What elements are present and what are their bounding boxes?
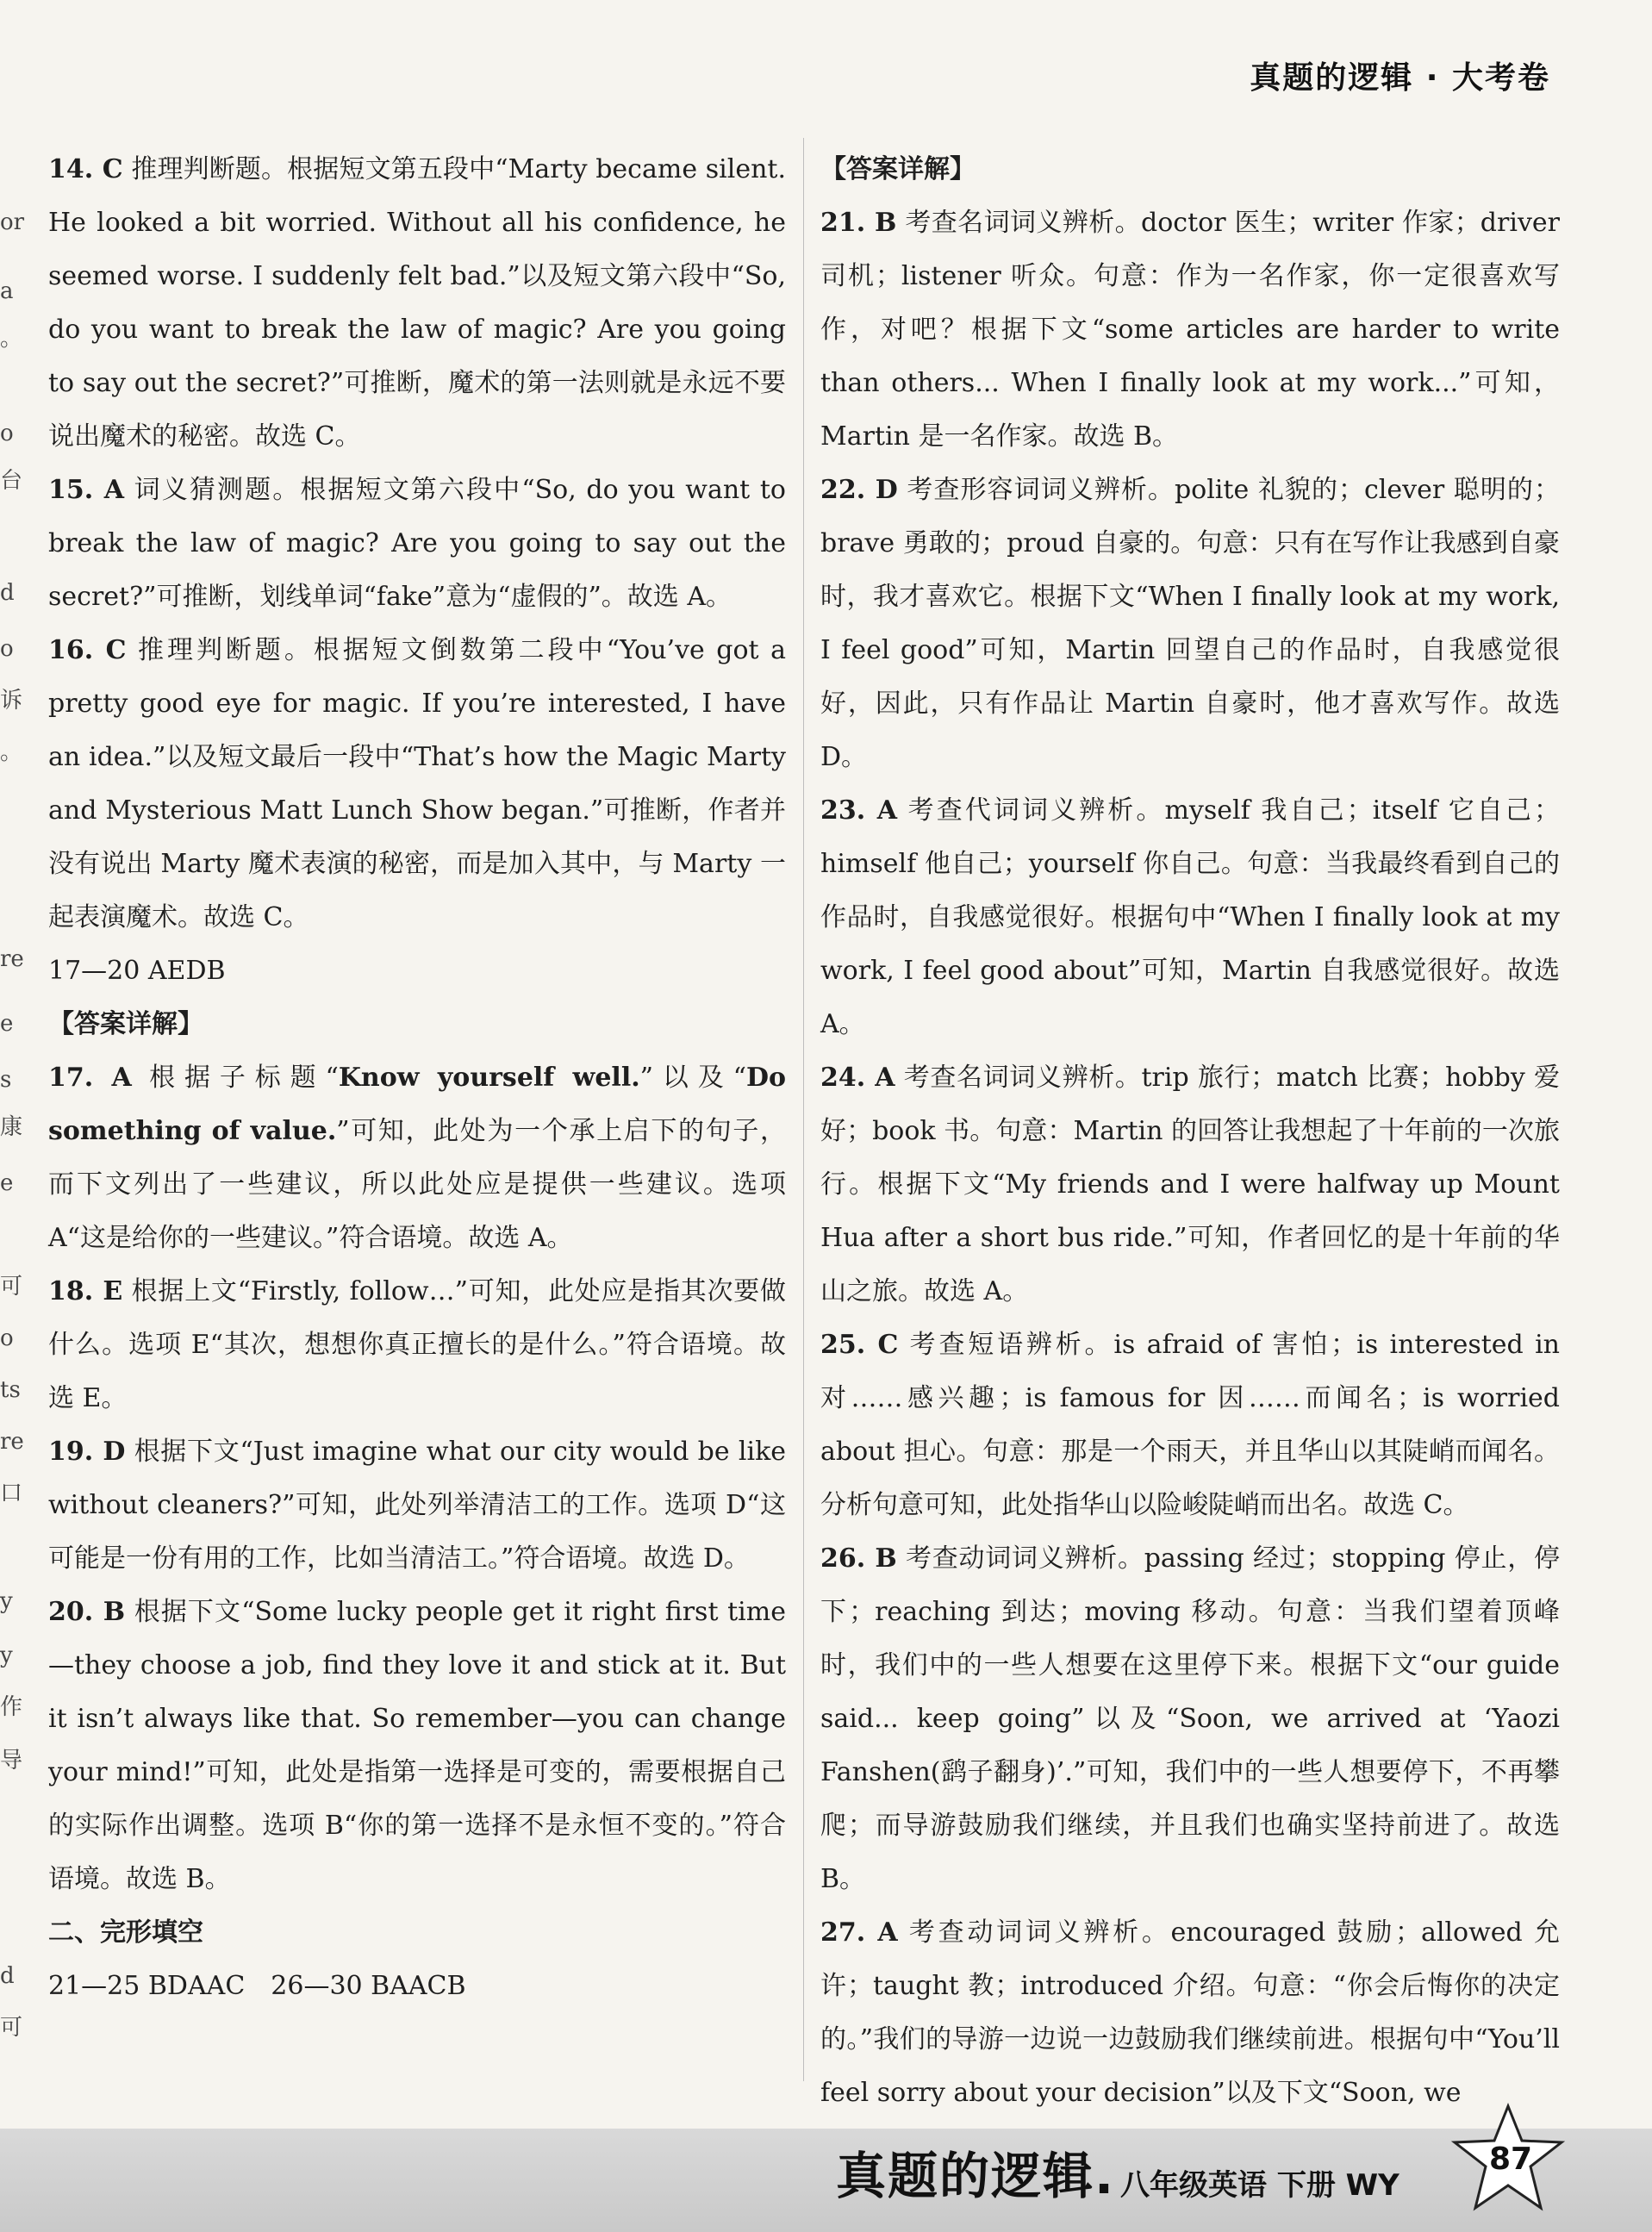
margin-char: 康 (0, 1114, 23, 1140)
answer-text: ”以及“ (639, 1063, 746, 1093)
answer-text: 考查名词词义辨析。trip 旅行；match 比赛；hobby 爱好；book 书。句意：Martin 的回答让我想起了十年前的一次旅行。根据下文“My friends and I were halfway up Mount Hua after a short bus ride.”可知，作者回忆的是十年前的华山之旅。故选 A。 (820, 1063, 1560, 1306)
margin-char: y (0, 1643, 13, 1668)
section-heading: 二、完形填空 (48, 1917, 203, 1948)
answer-text: 考查动词词义辨析。encouraged 鼓励；allowed 允许；taught 教；introduced 介绍。句意：“你会后悔你的决定的。”我们的导游一边说一边鼓励我们继续前进。根据句中“You’ll feel sorry about your decision”以及下文“Soon, we (820, 1917, 1560, 2108)
answer-text: ”可知，此处为一个承上启下的句子，而下文列出了一些建议，所以此处应是提供一些建议。选项 A“这是给你的一些建议。”符合语境。故选 A。 (48, 1116, 786, 1253)
margin-char: or (0, 209, 25, 235)
margin-char: 作 (0, 1694, 23, 1720)
answer-text: 考查名词词义辨析。doctor 医生；writer 作家；driver 司机；listener 听众。句意：作为一名作家，你一定很喜欢写作，对吧？根据下文“some articles are harder to write than others... When I finally look at my work...”可知，Martin 是一名作家。故选 B。 (820, 208, 1560, 452)
right-column (820, 143, 1560, 2120)
answer-text: 词义猜测题。根据短文第六段中“So, do you want to break the law of magic? Are you going to say out the secret?”可推断，划线单词“fake”意为“虚假的”。故选 A。 (48, 475, 786, 612)
margin-char: 导 (0, 1748, 23, 1774)
answer-item (820, 1906, 1560, 2120)
answer-number: 21. B (820, 208, 897, 238)
answer-item (820, 464, 1560, 784)
answer-item (820, 784, 1560, 1051)
margin-char: 。 (0, 739, 23, 765)
margin-char: e (0, 1170, 14, 1196)
column-divider (803, 138, 804, 2081)
answer-number: 25. C (820, 1330, 899, 1360)
answer-number: 16. C (48, 635, 127, 665)
margin-char: o (0, 421, 14, 446)
answer-text: 推理判断题。根据短文第五段中“Marty became silent. He looked a bit worried. Without all his confidence, he seemed worse. I suddenly felt bad.”以及短文第六段中“So, do you want to break the law of magic? Are you going to say out the secret?”可推断，魔术的第一法则就是永远不要说出魔术的秘密。故选 C。 (48, 154, 786, 452)
answer-text: 根据下文“Some lucky people get it right first time—they choose a job, find they love it and stick at it. But it isn’t always like that. So remember—you can change your mind!”可知，此处是指第一选择是可变的，需要根据自己的实际作出调整。选项 B“你的第一选择不是永恒不变的。”符合语境。故选 B。 (48, 1597, 786, 1894)
margin-char: e (0, 1011, 14, 1037)
margin-char: 口 (0, 1481, 23, 1506)
margin-strip (0, 138, 25, 2068)
header-brand: 真题的逻辑 · 大考卷 (1250, 60, 1550, 96)
margin-char: o (0, 636, 14, 662)
answer-item (48, 464, 786, 624)
answer-number: 15. A (48, 475, 125, 505)
margin-char: d (0, 1963, 15, 1989)
subtitle-phrase: Know yourself well. (338, 1063, 640, 1093)
answer-item (48, 1051, 786, 1265)
margin-char: o (0, 1325, 14, 1351)
answer-item (48, 1586, 786, 1906)
margin-char: re (0, 1429, 24, 1455)
answer-text: 考查动词词义辨析。passing 经过；stopping 停止，停下；reaching 到达；moving 移动。句意：当我们望着顶峰时，我们中的一些人想要在这里停下来。根据下文“our guide said... keep going”以及“Soon, we arrived at ‘Yaozi Fanshen(鹞子翻身)’.”可知，我们中的一些人想要停下，不再攀爬；而导游鼓励我们继续，并且我们也确实坚持前进了。故选 B。 (820, 1543, 1561, 1894)
margin-char: re (0, 946, 24, 972)
answer-text: 考查形容词词义辨析。polite 礼貌的；clever 聪明的；brave 勇敢的；proud 自豪的。句意：只有在写作让我感到自豪时，我才喜欢它。根据下文“When I finally look at my work, I feel good”可知，Martin 回望自己的作品时，自我感觉很好，因此，只有作品让 Martin 自豪时，他才喜欢写作。故选 D。 (820, 475, 1560, 772)
answer-text: 考查代词词义辨析。myself 我自己；itself 它自己；himself 他自己；yourself 你自己。句意：当我最终看到自己的作品时，自我感觉很好。根据句中“When I finally look at my work, I feel good about”可知，Martin 自我感觉很好。故选 A。 (820, 795, 1560, 1039)
answer-number: 27. A (820, 1917, 898, 1948)
answer-item (820, 1532, 1560, 1906)
footer-bar (0, 2129, 1652, 2232)
margin-char: a (0, 278, 14, 304)
answer-number: 20. B (48, 1597, 126, 1627)
answer-number: 14. C (48, 154, 123, 184)
margin-char: s (0, 1067, 12, 1093)
answer-text: 考查短语辨析。is afraid of 害怕；is interested in 对……感兴趣；is famous for 因……而闻名；is worried about 担心。句意：那是一个雨天，并且华山以其陡峭而闻名。分析句意可知，此处指华山以险峻陡峭而出名。故选 C。 (820, 1330, 1560, 1520)
margin-char: ts (0, 1377, 21, 1403)
answer-item (48, 1425, 786, 1586)
margin-char: 。 (0, 326, 23, 352)
answer-item (48, 143, 786, 464)
detail-heading: 【答案详解】 (820, 154, 976, 184)
answer-item (820, 196, 1560, 464)
answer-item (820, 1051, 1560, 1319)
answer-text: 推理判断题。根据短文倒数第二段中“You’ve got a pretty good eye for magic. If you’re interested, I have an idea.”以及短文最后一段中“That’s how the Magic Marty and Mysterious Matt Lunch Show began.”可推断，作者并没有说出 Marty 魔术表演的秘密，而是加入其中，与 Marty 一起表演魔术。故选 C。 (48, 635, 786, 932)
answer-item (48, 624, 786, 945)
answer-number: 22. D (820, 475, 898, 505)
margin-char: 诉 (0, 688, 23, 714)
answer-text: 根据下文“Just imagine what our city would be like without cleaners?”可知，此处列举清洁工的工作。选项 D“这可能是一份有用的工作，比如当清洁工。”符合语境。故选 D。 (48, 1437, 787, 1574)
margin-char: 可 (0, 2015, 23, 2041)
left-column (48, 143, 786, 2013)
page-number: 87 (1488, 2142, 1533, 2177)
answer-text: 根据子标题“ (131, 1063, 339, 1093)
answer-key-17-20: 17—20 AEDB (48, 956, 226, 986)
subtitle-phrase: Do something of value. (48, 1063, 786, 1146)
answer-item (820, 1319, 1560, 1532)
footer-subtitle: 八年级英语 下册 WY (1120, 2168, 1400, 2203)
answer-number: 23. A (820, 795, 898, 826)
answer-text: 根据上文“Firstly, follow…”可知，此处应是指其次要做什么。选项 E“其次，想想你真正擅长的是什么。”符合语境。故选 E。 (48, 1276, 786, 1413)
answer-number: 19. D (48, 1437, 126, 1467)
margin-char: y (0, 1588, 13, 1614)
answer-number: 18. E (48, 1276, 123, 1306)
margin-char: 台 (0, 468, 23, 494)
margin-char: d (0, 580, 15, 606)
answer-number: 26. B (820, 1543, 897, 1574)
answer-number: 24. A (820, 1063, 895, 1093)
footer-title: 真题的逻辑. (836, 2147, 1116, 2205)
detail-heading: 【答案详解】 (48, 1009, 203, 1039)
answer-number: 17. A (48, 1063, 132, 1093)
answer-key-21-30: 21—25 BDAAC 26—30 BAACB (48, 1971, 466, 2001)
margin-char: 可 (0, 1274, 23, 1300)
answer-item (48, 1265, 786, 1425)
